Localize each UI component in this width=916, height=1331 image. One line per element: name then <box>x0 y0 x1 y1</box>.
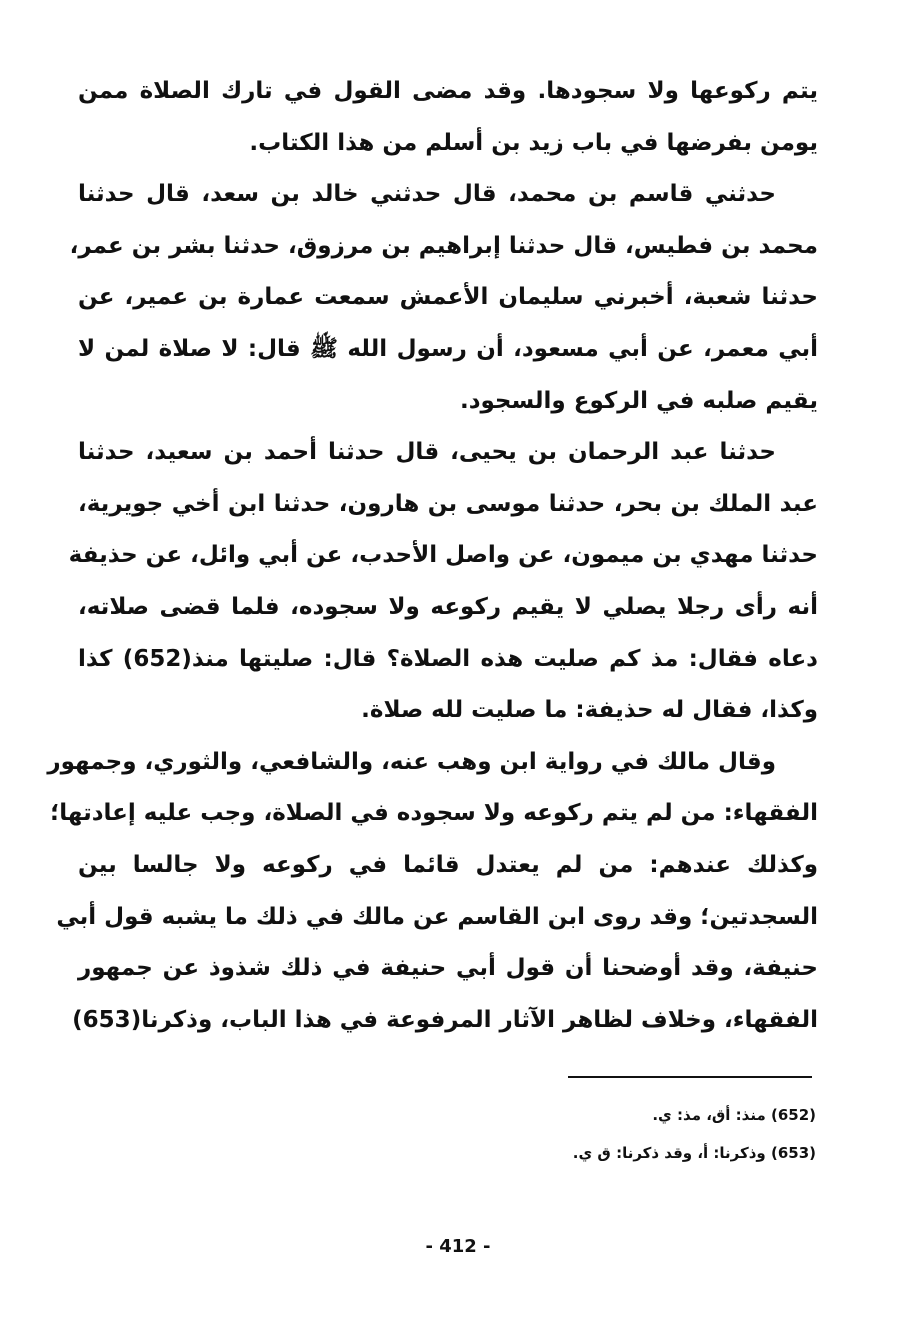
text-line: حنيفة، وقد أوضحنا أن قول أبي حنيفة في ذلك شذوذ عن جمهور <box>78 955 818 982</box>
text-line: يومن بفرضها في باب زيد بن أسلم من هذا الكتاب. <box>249 129 818 156</box>
page-number: - 412 - <box>425 1236 491 1257</box>
text-line: حدثنا شعبة، أخبرني سليمان الأعمش سمعت عمارة بن عمير، عن <box>78 284 818 311</box>
footnotes <box>420 1096 816 1172</box>
text-line: السجدتين؛ وقد روى ابن القاسم عن مالك في ذلك ما يشبه قول أبي <box>56 903 818 930</box>
main-text <box>47 66 818 1046</box>
text-line: وكذا، فقال له حذيفة: ما صليت لله صلاة. <box>361 697 818 724</box>
paragraph <box>68 427 818 737</box>
text-line: أنه رأى رجلا يصلي لا يقيم ركوعه ولا سجوده، فلما قضى صلاته، <box>78 593 818 620</box>
footnote: (652) منذ: أق، مذ: ي. <box>652 1106 816 1124</box>
footnote-divider <box>568 1076 812 1078</box>
paragraph <box>47 737 818 1047</box>
text-line: حدثنا عبد الرحمان بن يحيى، قال حدثنا أحمد بن سعيد، حدثنا <box>78 439 776 466</box>
paragraph <box>69 169 818 427</box>
text-line: عبد الملك بن بحر، حدثنا موسى بن هارون، حدثنا ابن أخي جويرية، <box>78 490 818 517</box>
text-line: يقيم صلبه في الركوع والسجود. <box>459 387 818 414</box>
text-line: الفقهاء: من لم يتم ركوعه ولا سجوده في الصلاة، وجب عليه إعادتها؛ <box>50 800 818 827</box>
footnote: (653) وذكرنا: أ، وقد ذكرنا: ق ي. <box>572 1144 816 1162</box>
text-line: حدثني قاسم بن محمد، قال حدثني خالد بن سعد، قال حدثنا <box>78 181 776 208</box>
text-line: حدثنا مهدي بن ميمون، عن واصل الأحدب، عن أبي وائل، عن حذيفة <box>68 542 818 569</box>
paragraph <box>78 66 818 169</box>
text-line: أبي معمر، عن أبي مسعود، أن رسول الله ﷺ قال: لا صلاة لمن لا <box>78 335 818 362</box>
text-line: الفقهاء، وخلاف لظاهر الآثار المرفوعة في هذا الباب، وذكرنا(653) <box>72 1006 818 1033</box>
text-line: يتم ركوعها ولا سجودها. وقد مضى القول في تارك الصلاة ممن <box>78 78 818 104</box>
text-line: وكذلك عندهم: من لم يعتدل قائما في ركوعه ولا جالسا بين <box>78 851 818 878</box>
text-line: وقال مالك في رواية ابن وهب عنه، والشافعي، والثوري، وجمهور <box>47 748 776 775</box>
text-line: محمد بن فطيس، قال حدثنا إبراهيم بن مرزوق، حدثنا بشر بن عمر، <box>69 232 818 259</box>
text-line: دعاه فقال: مذ كم صليت هذه الصلاة؟ قال: صليتها منذ(652) كذا <box>78 645 818 672</box>
